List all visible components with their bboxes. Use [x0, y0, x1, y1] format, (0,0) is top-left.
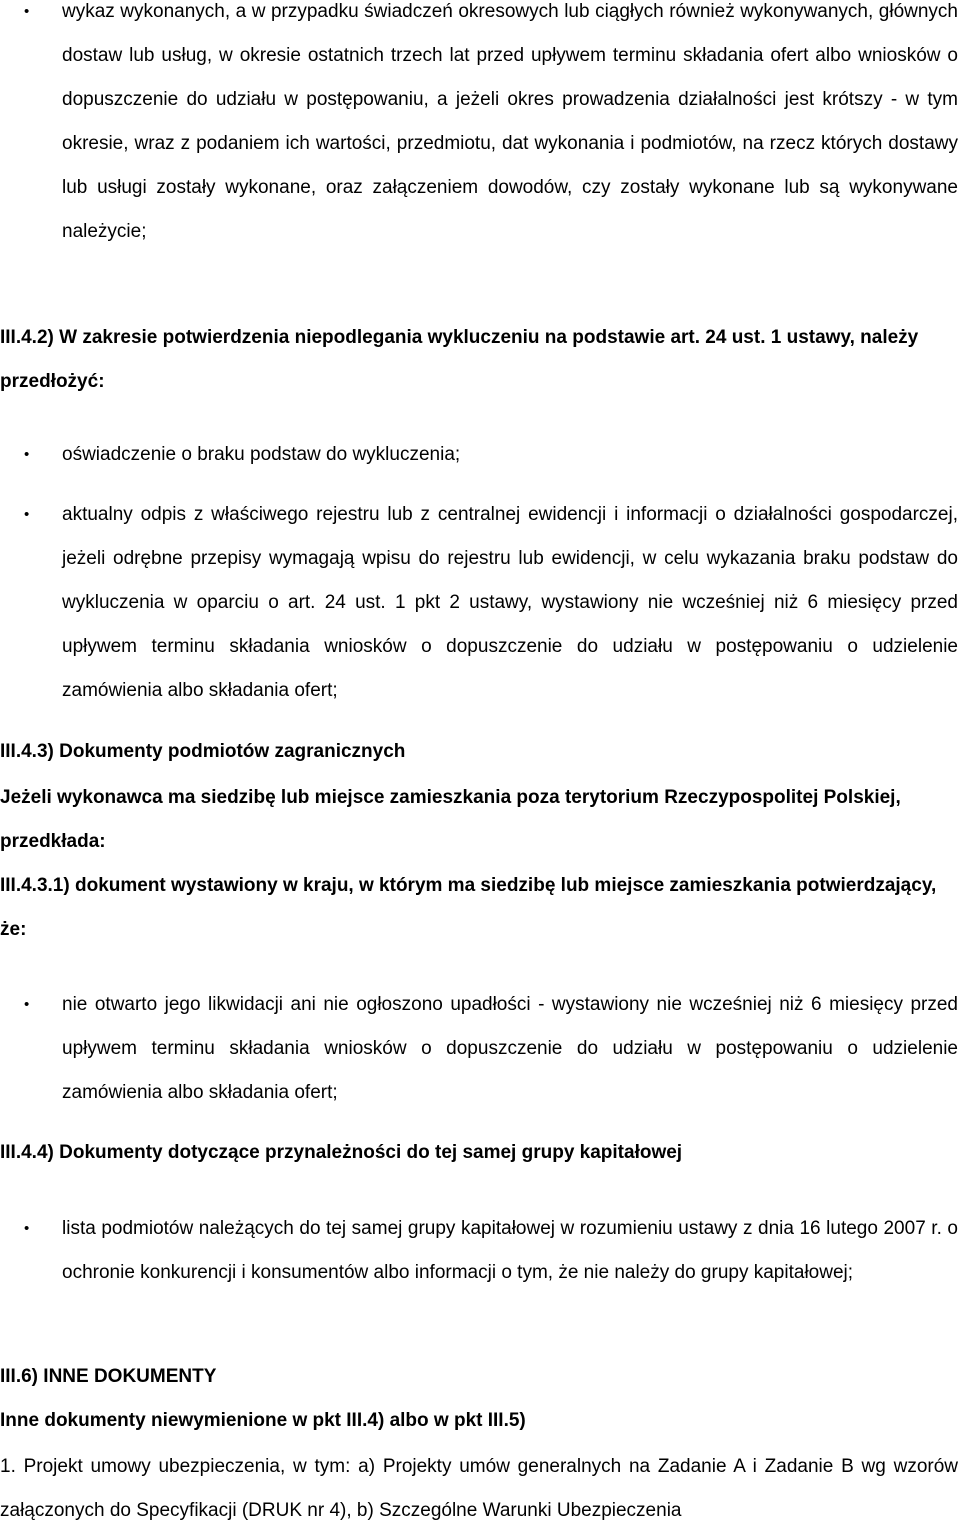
section-heading-iii-4-3-1: III.4.3.1) dokument wystawiony w kraju, w którym ma siedzibę lub miejsce zamieszkania potwierdzający, że: — [0, 875, 937, 940]
list-item — [0, 1207, 958, 1295]
section-heading-iii-6: III.6) INNE DOKUMENTY — [0, 1366, 217, 1387]
section-heading-iii-4-4: III.4.4) Dokumenty dotyczące przynależności do tej samej grupy kapitałowej — [0, 1142, 683, 1163]
list-item-text: lista podmiotów należących do tej samej grupy kapitałowej w rozumieniu ustawy z dnia 16 lutego 2007 r. o ochronie konkurencji i konsumentów albo informacji o tym, że nie należy do grupy kapitałowej; — [62, 1218, 958, 1283]
section-heading-iii-4-2: III.4.2) W zakresie potwierdzenia niepodlegania wykluczeniu na podstawie art. 24 ust. 1 ustawy, należy przedłożyć: — [0, 327, 919, 392]
bullet-marker: • — [24, 506, 30, 523]
paragraph-insurance-contract-project: 1. Projekt umowy ubezpieczenia, w tym: a) Projekty umów generalnych na Zadanie A i Zadanie B wg wzorów załączonych do Specyfikacji (DRUK nr 4), b) Szczególne Warunki Ubezpieczenia — [0, 1456, 958, 1521]
list-item-text: aktualny odpis z właściwego rejestru lub z centralnej ewidencji i informacji o działalności gospodarczej, jeżeli odrębne przepisy wymagają wpisu do rejestru lub ewidencji, w celu wykazania braku podstaw do wykluczenia w oparciu o art. 24 ust. 1 pkt 2 ustawy, wystawiony nie wcześniej niż 6 miesięcy przed upływem terminu składania wniosków o dopuszczenie do udziału w postępowaniu o udzielenie zamówienia albo składania ofert; — [62, 504, 958, 701]
list-item — [0, 983, 958, 1115]
bullet-marker: • — [24, 1220, 30, 1237]
list-item-text: wykaz wykonanych, a w przypadku świadczeń okresowych lub ciągłych również wykonywanych, głównych dostaw lub usług, w okresie ostatnich trzech lat przed upływem terminu składania ofert albo wniosków o dopuszczenie do udziału w postępowaniu, a jeżeli okres prowadzenia działalności jest krótszy - w tym okresie, wraz z podaniem ich wartości, przedmiotu, dat wykonania i podmiotów, na rzecz których dostawy lub usługi zostały wykonane, oraz załączeniem dowodów, czy zostały wykonane lub są wykonywane należycie; — [62, 1, 958, 242]
bullet-marker: • — [24, 446, 30, 463]
list-item-text: nie otwarto jego likwidacji ani nie ogłoszono upadłości - wystawiony nie wcześniej niż 6 miesięcy przed upływem terminu składania wniosków o dopuszczenie do udziału w postępowaniu o udzielenie zamówienia albo składania ofert; — [62, 994, 958, 1103]
section-heading-iii-4-3: III.4.3) Dokumenty podmiotów zagranicznych — [0, 741, 406, 762]
list-item — [0, 493, 958, 713]
list-item — [0, 433, 958, 477]
list-item — [0, 0, 958, 254]
section-subheading-foreign: Jeżeli wykonawca ma siedzibę lub miejsce zamieszkania poza terytorium Rzeczypospolitej Polskiej, przedkłada: — [0, 787, 901, 852]
bullet-marker: • — [24, 3, 30, 20]
section-subheading-other-documents: Inne dokumenty niewymienione w pkt III.4) albo w pkt III.5) — [0, 1410, 526, 1431]
list-item-text: oświadczenie o braku podstaw do wykluczenia; — [62, 444, 461, 465]
bullet-marker: • — [24, 996, 30, 1013]
